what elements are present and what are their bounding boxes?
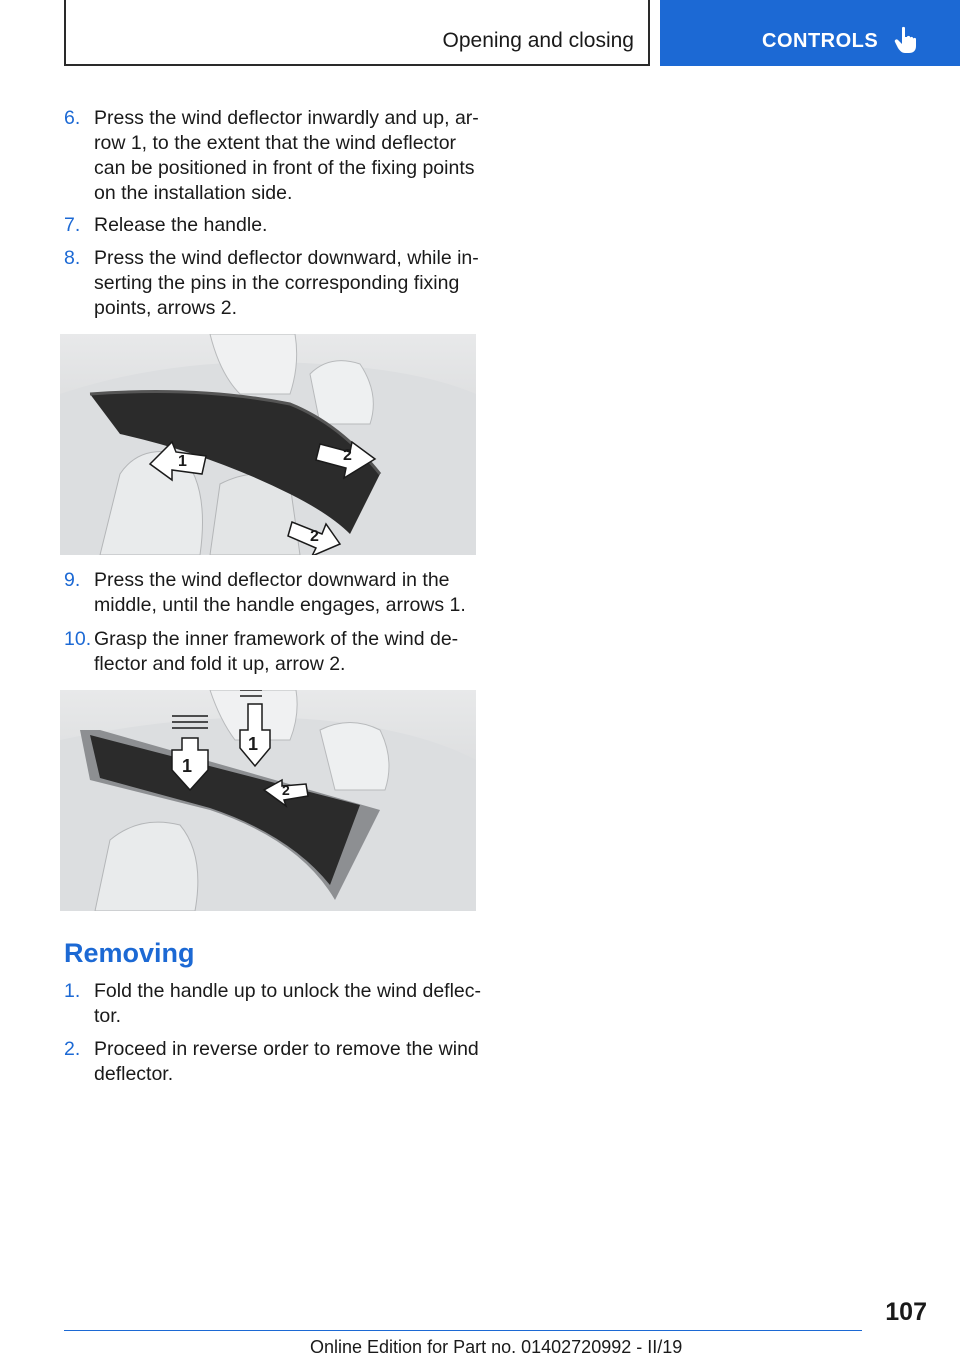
header-section-title: Opening and closing	[442, 29, 634, 52]
step-6	[64, 106, 484, 206]
step-text: Press the wind deflector inwardly and up, ar‐ row 1, to the extent that the wind deflector can be positioned in front of the fixing points on the installation side.	[94, 107, 479, 204]
step-text: Fold the handle up to unlock the wind deflec‐ tor.	[94, 980, 482, 1027]
section-heading-removing: Removing	[64, 938, 195, 968]
step-text: Press the wind deflector downward in the middle, until the handle engages, arrows 1.	[94, 569, 466, 616]
callout-label: 1	[182, 756, 193, 776]
step-text: Grasp the inner framework of the wind de‐ flector and fold it up, arrow 2.	[94, 628, 459, 675]
callout-label: 2	[282, 782, 290, 798]
step-9	[64, 568, 484, 618]
removing-step-1	[64, 979, 484, 1029]
step-text: Proceed in reverse order to remove the wind deflector.	[94, 1038, 479, 1085]
figure-wind-deflector-insert	[60, 334, 476, 555]
step-8	[64, 246, 484, 321]
header-chapter-title: CONTROLS	[762, 30, 879, 52]
step-number: 6.	[64, 107, 81, 129]
callout-label: 2	[343, 447, 352, 464]
callout-label: 1	[178, 453, 187, 470]
step-number: 1.	[64, 980, 81, 1002]
header-chapter-tab	[660, 0, 960, 66]
step-number: 10.	[64, 628, 92, 650]
step-10	[64, 627, 484, 677]
header-section-box	[64, 0, 650, 66]
callout-label: 1	[248, 734, 259, 754]
pointing-hand-icon	[894, 26, 920, 54]
page-number: 107	[885, 1298, 927, 1326]
step-7	[64, 213, 484, 238]
footer-divider	[64, 1330, 862, 1331]
removing-step-2	[64, 1037, 484, 1087]
step-number: 8.	[64, 247, 81, 269]
callout-label: 2	[310, 528, 319, 545]
step-number: 9.	[64, 569, 81, 591]
step-number: 7.	[64, 214, 81, 236]
step-text: Press the wind deflector downward, while in‐ serting the pins in the corresponding fixing points, arrows 2.	[94, 247, 479, 319]
footer-edition-text: Online Edition for Part no. 01402720992 - II/19	[310, 1337, 683, 1357]
figure-wind-deflector-fold	[60, 690, 476, 911]
step-number: 2.	[64, 1038, 81, 1060]
step-text: Release the handle.	[94, 214, 268, 236]
